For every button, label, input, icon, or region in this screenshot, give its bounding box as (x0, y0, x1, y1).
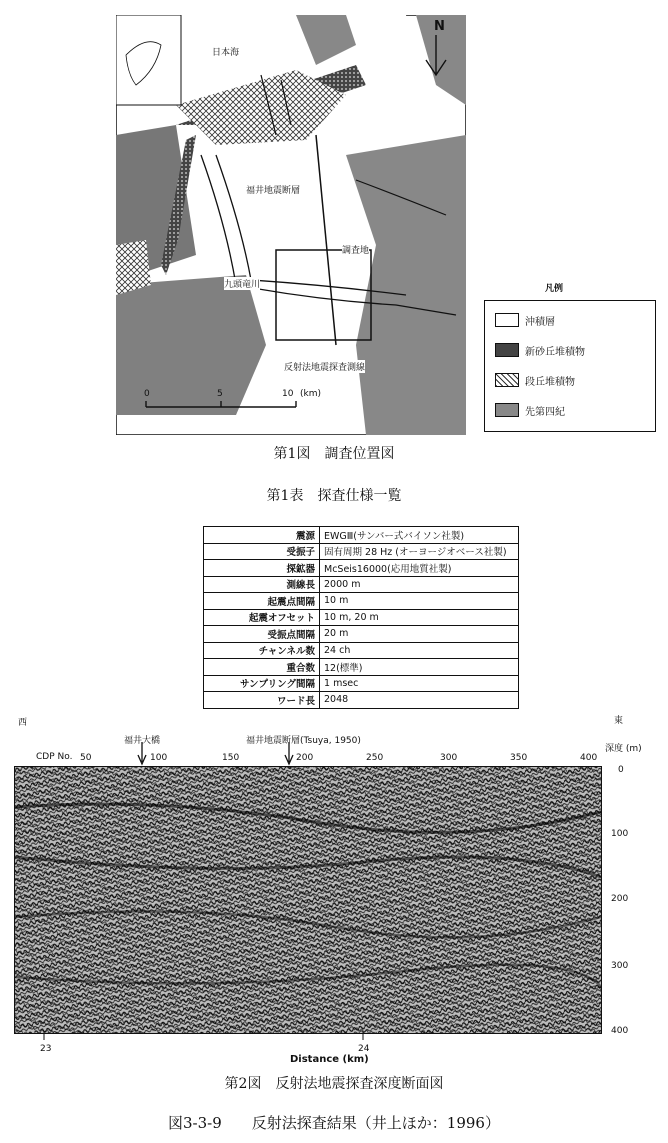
legend-title: 凡例 (545, 284, 564, 294)
legend-swatch-alluvium (495, 313, 519, 327)
marker-arrows (0, 740, 668, 768)
spec-key: チャンネル数 (204, 642, 320, 659)
spec-row (204, 675, 519, 692)
seismic-section-image (14, 766, 602, 1034)
legend-swatch-dune (495, 343, 519, 357)
spec-row (204, 560, 519, 577)
cdp-tick: 400 (580, 753, 598, 763)
distance-tick: 23 (40, 1044, 52, 1054)
legend-label-dune: 新砂丘堆積物 (525, 347, 585, 358)
fault-label: 福井地震断層 (246, 183, 300, 196)
spec-value: McSeis16000(応用地質社製) (320, 560, 519, 577)
distance-tick: 24 (358, 1044, 370, 1054)
spec-value: 24 ch (320, 642, 519, 659)
spec-key: サンプリング間隔 (204, 675, 320, 692)
survey-line-label: 反射法地震探査測線 (284, 360, 365, 373)
spec-row (204, 593, 519, 610)
spec-key: 起震オフセット (204, 609, 320, 626)
river-label: 九頭竜川 (224, 277, 260, 290)
depth-tick: 100 (611, 829, 629, 839)
cdp-tick: 300 (440, 753, 458, 763)
spec-value: 20 m (320, 626, 519, 643)
spec-value: 2000 m (320, 576, 519, 593)
cdp-tick: 350 (510, 753, 528, 763)
spec-value: 10 m (320, 593, 519, 610)
spec-key: 震源 (204, 527, 320, 544)
spec-key: ワード長 (204, 692, 320, 709)
table-caption: 第1表 探査仕様一覧 (266, 488, 402, 504)
figure-caption: 図3-3-9 反射法探査結果（井上ほか：1996） (168, 1114, 500, 1132)
depth-title: 深度 (m) (605, 744, 642, 754)
spec-row (204, 642, 519, 659)
cdp-tick: 200 (296, 753, 314, 763)
spec-key: 測線長 (204, 576, 320, 593)
spec-row (204, 626, 519, 643)
map-legend (484, 284, 656, 432)
spec-table (203, 526, 519, 709)
spec-value: 1 msec (320, 675, 519, 692)
section-caption: 第2図 反射法地震探査深度断面図 (224, 1076, 444, 1092)
seismic-traces (15, 767, 601, 1033)
spec-key: 受振子 (204, 543, 320, 560)
spec-value: 12(標準) (320, 659, 519, 676)
legend-swatch-terrace (495, 373, 519, 387)
cdp-tick: 50 (80, 753, 92, 763)
marker-fault: 福井地震断層(Tsuya, 1950) (246, 736, 361, 746)
location-map (116, 15, 466, 435)
cdp-tick: 250 (366, 753, 384, 763)
spec-value: 2048 (320, 692, 519, 709)
spec-key: 探鉱器 (204, 560, 320, 577)
spec-value: 固有周期 28 Hz (オーヨージオベース社製) (320, 543, 519, 560)
survey-area-label: 調査地 (342, 243, 369, 256)
distance-label: Distance (km) (290, 1054, 369, 1065)
map-caption: 第1図 調査位置図 (273, 446, 395, 462)
spec-row (204, 527, 519, 544)
legend-swatch-pre-quaternary (495, 403, 519, 417)
sea-label: 日本海 (212, 45, 239, 58)
distance-tick-marks (14, 1032, 614, 1042)
scale-tick-0: 0 (144, 389, 150, 399)
cdp-tick: 100 (150, 753, 168, 763)
west-label: 西 (18, 718, 28, 728)
spec-row (204, 659, 519, 676)
spec-key: 受振点間隔 (204, 626, 320, 643)
spec-row (204, 609, 519, 626)
depth-tick: 300 (611, 961, 629, 971)
scale-tick-10: 10 (282, 389, 294, 399)
legend-label-terrace: 段丘堆積物 (525, 377, 575, 388)
spec-key: 重合数 (204, 659, 320, 676)
spec-row (204, 543, 519, 560)
east-label: 東 (614, 716, 624, 726)
spec-value: EWGⅢ(サンバー式バイソン社製) (320, 527, 519, 544)
scale-unit: (km) (300, 389, 322, 399)
legend-label-pre-quaternary: 先第四紀 (525, 407, 565, 418)
spec-key: 起震点間隔 (204, 593, 320, 610)
depth-tick: 200 (611, 894, 629, 904)
spec-table-wrap (203, 526, 519, 709)
legend-label-alluvium: 沖積層 (525, 317, 555, 328)
depth-tick: 0 (618, 765, 624, 775)
spec-row (204, 692, 519, 709)
cdp-label: CDP No. (36, 752, 73, 762)
spec-value: 10 m, 20 m (320, 609, 519, 626)
cdp-tick: 150 (222, 753, 240, 763)
depth-tick: 400 (611, 1026, 629, 1036)
marker-fukui-bridge: 福井大橋 (124, 736, 161, 746)
spec-row (204, 576, 519, 593)
north-label: N (434, 19, 445, 34)
scale-tick-5: 5 (217, 389, 223, 399)
